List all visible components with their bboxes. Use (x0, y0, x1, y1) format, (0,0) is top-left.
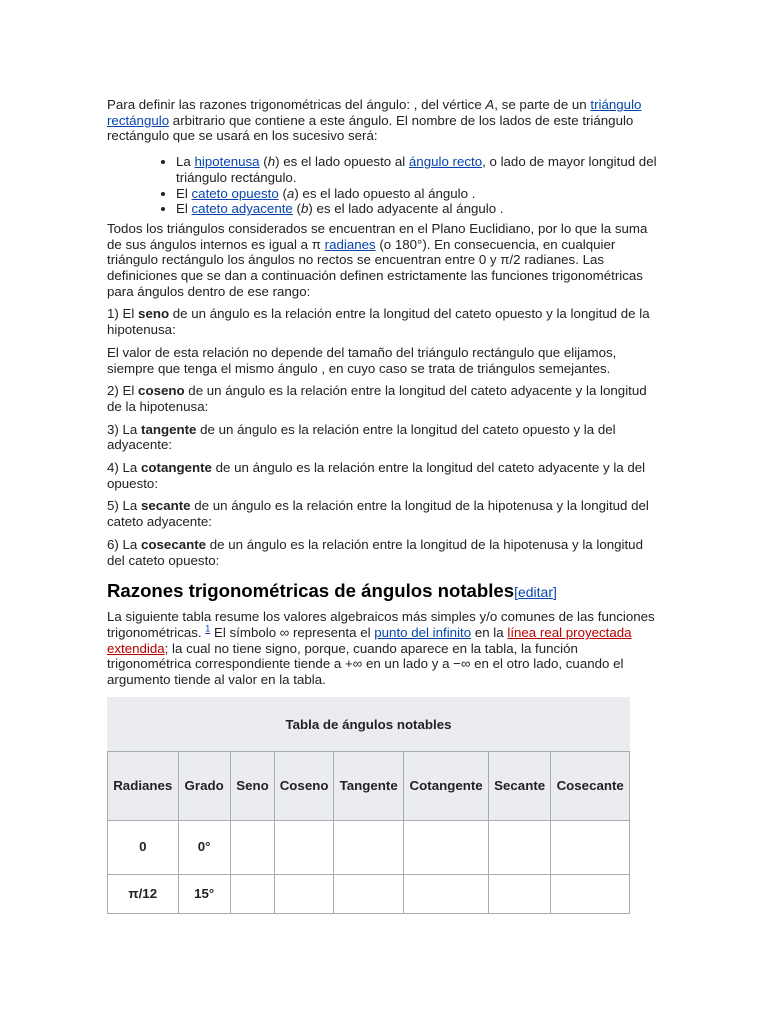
cell-tangente (333, 820, 403, 874)
list-text: ( (259, 154, 268, 170)
seno-definition (107, 306, 662, 337)
variable: a (286, 185, 295, 201)
list-item (176, 186, 662, 202)
vertex-variable: A (485, 97, 495, 112)
definition-term: cosecante (141, 536, 207, 552)
list-item (176, 201, 662, 217)
edit-bracket: ] (553, 584, 557, 601)
cell-cosecante (551, 874, 630, 913)
definition-term: seno (138, 306, 170, 322)
intro-text: arbitrario que contiene a este ángulo. El nombre de los lados de este triángulo rectángulo que se usará en los sucesivo será: (107, 112, 634, 144)
header-cosecante: Cosecante (551, 751, 630, 820)
definition-text: de un ángulo es la relación entre la longitud del cateto adyacente y la longitud de la hipotenusa: (107, 383, 647, 414)
editar-link[interactable]: editar (517, 584, 553, 601)
list-text: , o lado de mayor longitud del triángulo rectángulo. (176, 154, 657, 185)
header-radianes: Radianes (108, 751, 179, 820)
paragraph-text: ; la cual no tiene signo, porque, cuando aparece en la tabla, la función trigonométrica correspondiente tiende a +∞ en un lado y a −∞ en el otro lado, cuando el argumento tiende al valor en la tabla. (107, 640, 624, 688)
paragraph-text: Todos los triángulos considerados se encuentran en el Plano Euclidiano, por lo que la suma de sus ángulos internos es igual a π (107, 220, 648, 252)
reference-link[interactable]: 1 (205, 623, 211, 634)
definition-term: coseno (138, 383, 185, 399)
cotangente-definition (107, 460, 662, 491)
valor-paragraph: El valor de esta relación no depende del tamaño del triángulo rectángulo que elijamos, siempre que tenga el mismo ángulo , en cuyo caso se trata de triángulos semejantes. (107, 344, 617, 376)
header-seno: Seno (230, 751, 274, 820)
cell-grado: 0° (178, 820, 230, 874)
definition-term: secante (141, 498, 191, 514)
table-caption: Tabla de ángulos notables (107, 697, 630, 751)
euclid-paragraph (107, 221, 662, 300)
list-text: ( (292, 201, 301, 217)
header-cotangente: Cotangente (404, 751, 489, 820)
definition-text: 4) La (107, 460, 142, 476)
definition-text: de un ángulo es la relación entre la longitud del cateto opuesto y la longitud de la hipotenusa: (107, 306, 650, 338)
edit-bracket: [ (514, 584, 518, 601)
list-text: El (176, 185, 192, 201)
header-secante: Secante (488, 751, 551, 820)
definition-text: 2) El (107, 383, 139, 399)
section-title: Razones trigonométricas de ángulos notables (107, 580, 515, 602)
cosecante-definition (107, 537, 662, 568)
cell-seno (230, 820, 274, 874)
linea-real-proyectada-link[interactable]: línea real proyectada extendida (107, 624, 632, 656)
list-text: ( (278, 185, 287, 201)
definition-text: 5) La (107, 498, 142, 514)
intro-text: Para definir las razones trigonométricas del ángulo: , del vértice (107, 97, 486, 112)
edit-section (514, 584, 557, 600)
cell-tangente (333, 874, 403, 913)
table-row (108, 820, 630, 874)
angulo-recto-link[interactable]: ángulo recto (408, 154, 483, 170)
paragraph-text: La siguiente tabla resume los valores algebraicos más simples y/o comunes de las funciones trigonométricas. (107, 609, 655, 640)
variable: h (267, 154, 276, 170)
table-row (108, 874, 630, 913)
intro-text: , se parte de un (494, 97, 591, 112)
cell-secante (488, 820, 551, 874)
hipotenusa-link[interactable]: hipotenusa (194, 154, 260, 170)
cell-secante (488, 874, 551, 913)
list-item (176, 154, 662, 185)
cell-coseno (275, 820, 334, 874)
cateto-adyacente-link[interactable]: cateto adyacente (191, 201, 293, 217)
article-content (107, 97, 662, 914)
cell-seno (230, 874, 274, 913)
tangente-definition (107, 422, 662, 453)
definition-term: tangente (141, 421, 197, 437)
intro-paragraph (107, 97, 662, 144)
definition-text: 1) El (107, 306, 139, 322)
radianes-link[interactable]: radianes (324, 236, 376, 252)
cell-cotangente (404, 874, 489, 913)
definition-text: 6) La (107, 536, 142, 552)
definition-text: 3) La (107, 421, 142, 437)
triangulo-rectangulo-link[interactable]: triángulo rectángulo (107, 97, 642, 128)
secante-definition (107, 498, 662, 529)
list-text: El (176, 201, 192, 217)
list-text: ) es el lado opuesto al ángulo . (294, 185, 476, 201)
cateto-opuesto-link[interactable]: cateto opuesto (191, 185, 279, 201)
definition-text: de un ángulo es la relación entre la longitud de la hipotenusa y la longitud del cateto opuesto: (107, 536, 643, 568)
definition-text: de un ángulo es la relación entre la longitud del cateto adyacente y la del opuesto: (107, 460, 646, 491)
definition-text: de un ángulo es la relación entre la longitud de la hipotenusa y la longitud del cateto adyacente: (107, 498, 649, 530)
header-grado: Grado (178, 751, 230, 820)
list-text: ) es el lado opuesto al (275, 154, 409, 170)
list-text: ) es el lado adyacente al ángulo . (308, 201, 504, 217)
list-text: La (176, 154, 195, 170)
cell-grado: 15° (178, 874, 230, 913)
definition-term: cotangente (141, 460, 212, 476)
cell-radianes: 0 (108, 820, 179, 874)
table-header-row (108, 751, 630, 820)
punto-del-infinito-link[interactable]: punto del infinito (374, 624, 472, 640)
paragraph-text: en la (471, 624, 508, 640)
summary-paragraph (107, 609, 662, 688)
coseno-definition (107, 383, 662, 414)
cell-coseno (275, 874, 334, 913)
cell-cotangente (404, 820, 489, 874)
sides-list (107, 154, 662, 217)
header-coseno: Coseno (275, 751, 334, 820)
definition-text: de un ángulo es la relación entre la longitud del cateto opuesto y la del adyacente: (107, 421, 616, 453)
paragraph-text: (o 180°). En consecuencia, en cualquier triángulo rectángulo los ángulos no rectos se encuentran entre 0 y π/2 radianes. Las definiciones que se dan a continuación definen estrictamente las funciones trigonométricas para ángulos dentro de ese rango: (107, 236, 643, 299)
cell-cosecante (551, 820, 630, 874)
notable-angles-table (107, 697, 630, 914)
header-tangente: Tangente (333, 751, 403, 820)
section-heading (107, 580, 662, 603)
paragraph-text: El símbolo ∞ representa el (210, 624, 375, 640)
cell-radianes: π/12 (108, 874, 179, 913)
variable: b (300, 201, 309, 217)
